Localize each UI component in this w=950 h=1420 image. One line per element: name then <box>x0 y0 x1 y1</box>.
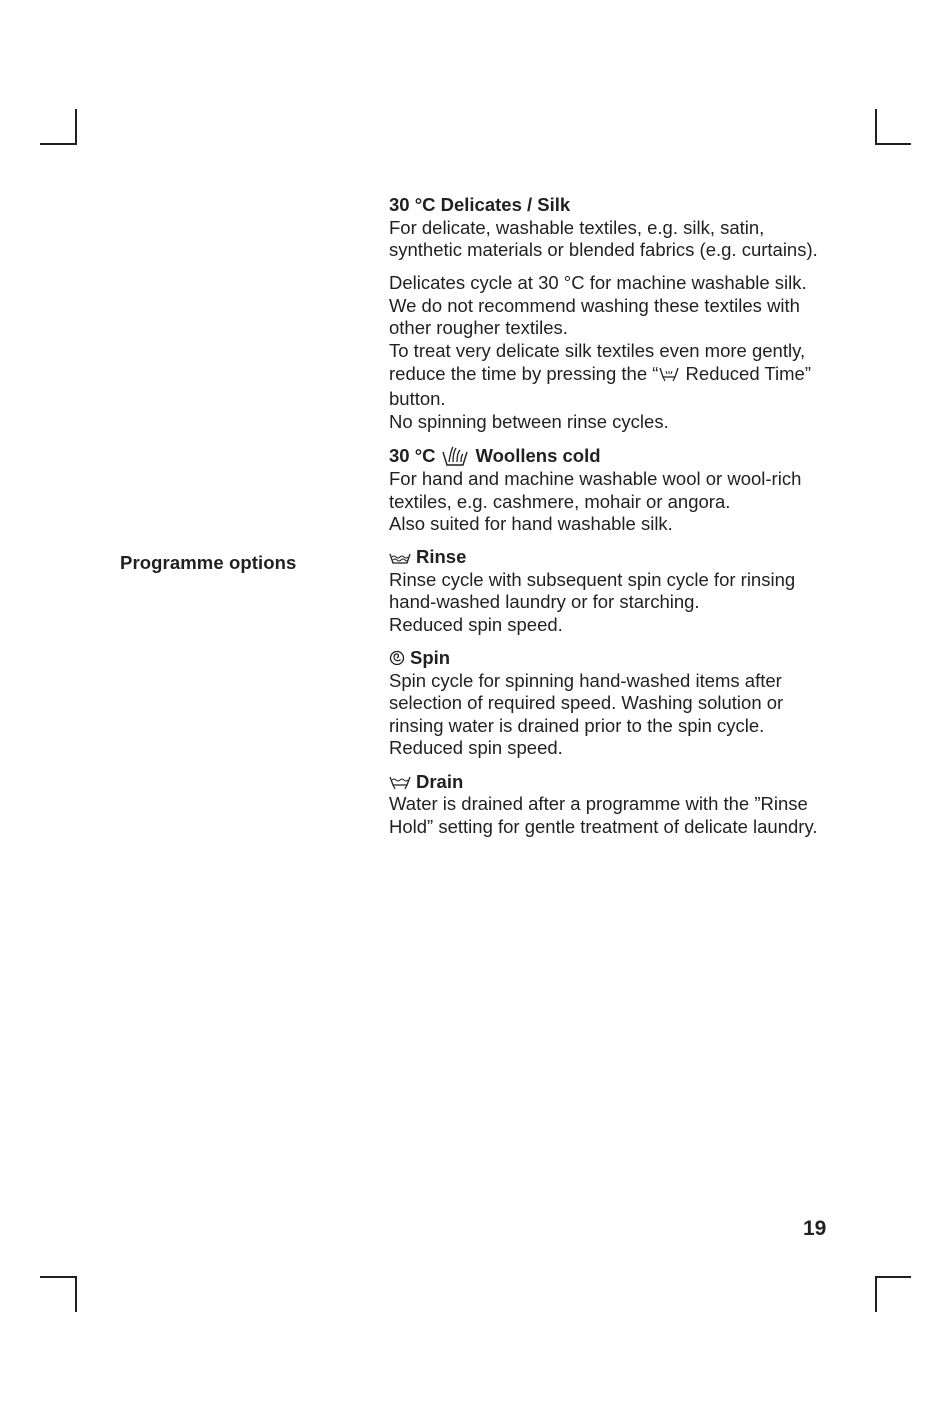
woollens-title-suffix: Woollens cold <box>475 444 601 466</box>
woollens-line: textiles, e.g. cashmere, mohair or angora. <box>389 490 731 512</box>
spin-line: rinsing water is drained prior to the spin cycle. <box>389 714 765 736</box>
spin-icon <box>389 650 405 666</box>
crop-mark-bottom-left-v <box>75 1276 77 1312</box>
button-line: button. <box>389 388 446 410</box>
woollens-line: For hand and machine washable wool or wool-rich <box>389 467 802 489</box>
crop-mark-top-left-h <box>40 143 76 145</box>
woollens-section <box>389 444 859 536</box>
delicates-body-line: We do not recommend washing these textiles with <box>389 294 800 316</box>
spin-section <box>389 647 859 760</box>
delicates-silk-title: 30 °C Delicates / Silk <box>389 194 571 215</box>
reduced-time-icon <box>658 365 680 389</box>
spin-heading <box>389 647 859 670</box>
woollens-title <box>389 444 859 468</box>
crop-mark-bottom-left-h <box>40 1276 76 1278</box>
no-spin-line: No spinning between rinse cycles. <box>389 410 669 432</box>
drain-body <box>389 793 859 838</box>
spin-body <box>389 670 859 760</box>
spin-line: Reduced spin speed. <box>389 737 563 759</box>
rinse-line: hand-washed laundry or for starching. <box>389 591 700 613</box>
drain-line: Hold” setting for gentle treatment of delicate laundry. <box>389 815 818 837</box>
reduce-time-text-before: reduce the time by pressing the “ <box>389 362 659 384</box>
rinse-icon <box>389 551 411 565</box>
drain-line: Water is drained after a programme with the ”Rinse <box>389 793 808 815</box>
delicates-silk-section <box>389 194 859 433</box>
rinse-line: Rinse cycle with subsequent spin cycle for rinsing <box>389 568 796 590</box>
programme-options-label: Programme options <box>120 552 297 573</box>
delicates-intro <box>389 217 859 262</box>
rinse-section <box>389 546 859 636</box>
delicates-intro-line: For delicate, washable textiles, e.g. silk, satin, <box>389 216 765 238</box>
drain-section <box>389 771 859 839</box>
reduce-time-text-after: Reduced Time” <box>680 362 812 384</box>
delicates-intro-line: synthetic materials or blended fabrics (e.g. curtains). <box>389 239 818 261</box>
reduce-time-line <box>389 363 859 389</box>
spin-line: selection of required speed. Washing solution or <box>389 692 784 714</box>
woollens-body <box>389 468 859 536</box>
rinse-line: Reduced spin speed. <box>389 614 563 635</box>
rinse-heading <box>389 546 859 569</box>
page-number: 19 <box>803 1217 827 1240</box>
hand-wash-icon <box>440 444 470 468</box>
crop-mark-bottom-right-v <box>875 1276 877 1312</box>
spin-title: Spin <box>410 647 451 669</box>
rinse-body <box>389 569 859 637</box>
crop-mark-top-left-v <box>75 109 77 145</box>
drain-title: Drain <box>416 770 464 792</box>
crop-mark-top-right-h <box>875 143 911 145</box>
woollens-title-prefix: 30 °C <box>389 444 436 466</box>
delicates-body-line: other rougher textiles. <box>389 317 568 339</box>
main-content <box>389 194 859 838</box>
spin-line: Spin cycle for spinning hand-washed items after <box>389 669 782 691</box>
woollens-line: Also suited for hand washable silk. <box>389 513 673 535</box>
crop-mark-bottom-right-h <box>875 1276 911 1278</box>
delicates-body-line: Delicates cycle at 30 °C for machine washable silk. <box>389 272 807 294</box>
rinse-title: Rinse <box>416 546 467 568</box>
drain-icon <box>389 774 411 790</box>
drain-heading <box>389 771 859 794</box>
delicates-body-line: To treat very delicate silk textiles even more gently, <box>389 340 806 362</box>
crop-mark-top-right-v <box>875 109 877 145</box>
delicates-body <box>389 272 859 433</box>
